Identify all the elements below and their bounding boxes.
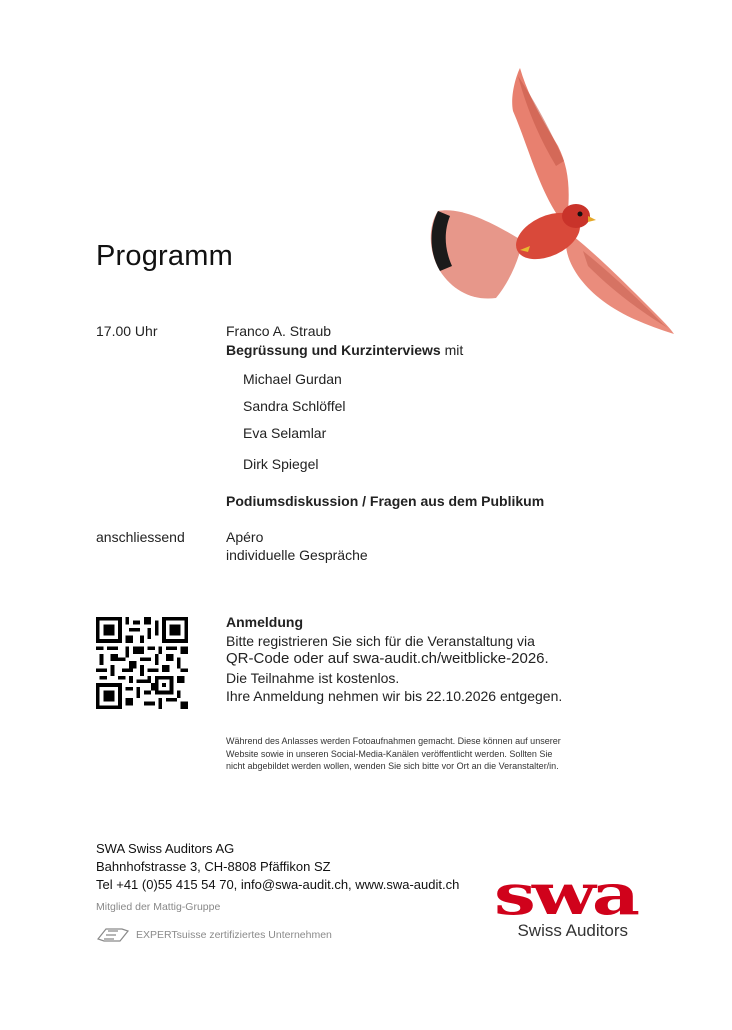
swa-logo xyxy=(494,870,644,941)
svg-text:swa: swa xyxy=(494,870,639,922)
intro-bold: Begrüssung und Kurzinterviews xyxy=(226,342,441,358)
registration-block xyxy=(226,613,562,706)
registration-link[interactable]: swa-audit.ch/weitblicke-2026. xyxy=(352,650,549,667)
registration-title: Anmeldung xyxy=(226,614,303,630)
intro-line xyxy=(226,341,463,359)
company-address: Bahnhofstrasse 3, CH-8808 Pfäffikon SZ xyxy=(96,859,331,874)
registration-line xyxy=(226,650,562,669)
apero-label: Apéro xyxy=(226,529,264,545)
swa-logo-mark xyxy=(494,870,644,922)
expert-badge xyxy=(96,925,332,945)
footer-address xyxy=(96,840,459,894)
privacy-notice xyxy=(226,735,626,773)
company-contact: Tel +41 (0)55 415 54 70, info@swa-audit.ch, www.swa-audit.ch xyxy=(96,877,460,892)
membership-note: Mitglied der Mattig-Gruppe xyxy=(96,901,221,913)
expertsuisse-logo-icon xyxy=(96,927,130,943)
registration-line: Ihre Anmeldung nehmen wir bis 22.10.2026 entgegen. xyxy=(226,688,563,704)
speaker-item: Eva Selamlar xyxy=(243,425,327,441)
expert-text: EXPERTsuisse zertifiziertes Unternehmen xyxy=(136,929,332,941)
registration-line: Die Teilnahme ist kostenlos. xyxy=(226,669,400,686)
privacy-line: Während des Anlasses werden Fotoaufnahmen gemacht. Diese können auf unserer xyxy=(226,736,561,746)
page-title: Programm xyxy=(96,240,233,272)
intro-rest: mit xyxy=(440,342,464,358)
speaker-item: Michael Gurdan xyxy=(243,371,342,387)
logo-subtitle: Swiss Auditors xyxy=(517,921,628,940)
time-label-start: 17.00 Uhr xyxy=(96,323,158,339)
talks-label: individuelle Gespräche xyxy=(226,547,368,563)
kestrel-bird-illustration xyxy=(418,66,680,342)
privacy-line: Website sowie in unseren Social-Media-Kanälen veröffentlicht werden. Sollten Sie xyxy=(226,748,553,759)
host-name: Franco A. Straub xyxy=(226,323,332,339)
qr-code-icon[interactable] xyxy=(96,617,188,709)
registration-line: Bitte registrieren Sie sich für die Veranstaltung via xyxy=(226,632,535,649)
company-name: SWA Swiss Auditors AG xyxy=(96,841,235,856)
speaker-item: Sandra Schlöffel xyxy=(243,398,346,414)
panel-discussion: Podiumsdiskussion / Fragen aus dem Publikum xyxy=(226,493,545,509)
privacy-line: nicht abgebildet werden wollen, wenden Sie sich bitte vor Ort an die Veranstalter/in. xyxy=(226,761,559,771)
speaker-item: Dirk Spiegel xyxy=(243,456,319,472)
registration-text: QR-Code oder auf xyxy=(226,650,353,667)
time-label-after: anschliessend xyxy=(96,529,185,545)
